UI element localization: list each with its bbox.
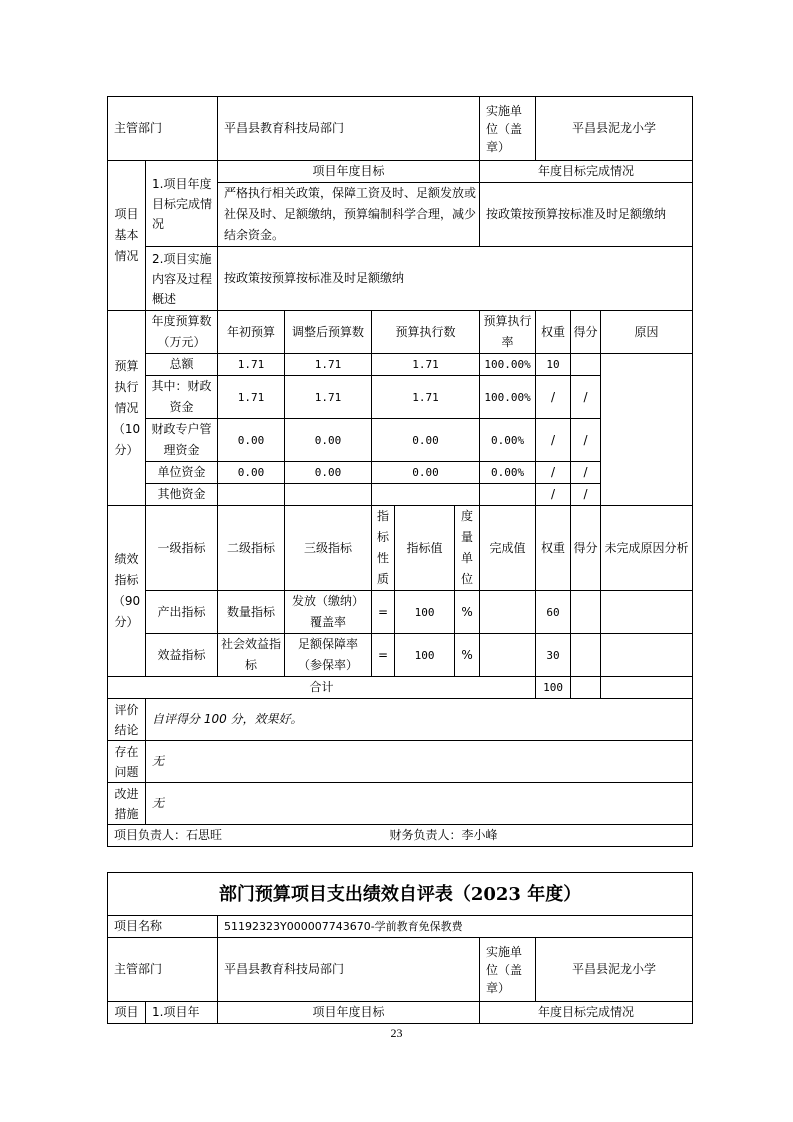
perf-row-weight: 60 [536,591,571,634]
budget-row-executed: 1.71 [372,354,480,376]
budget-reason-cell [601,354,693,506]
perf-header-l2: 二级指标 [218,506,285,591]
perf-row-nature: = [372,591,395,634]
budget-row-name: 总额 [146,354,218,376]
perf-header-nature: 指标性质 [372,506,395,591]
budget-row-executed: 1.71 [372,376,480,419]
perf-row-l1: 效益指标 [146,634,218,677]
perf-header-l3: 三级指标 [285,506,372,591]
budget-row-score [571,354,601,376]
budget-row-adjusted: 1.71 [285,354,372,376]
basic-info-label: 项目基本情况 [108,161,146,311]
perf-header-value: 指标值 [395,506,455,591]
perf-header-weight: 权重 [536,506,571,591]
perf-row-score [571,591,601,634]
project-name-label: 项目名称 [108,916,218,938]
fix-label: 改进措施 [108,783,146,825]
budget-row-name: 财政专户管理资金 [146,419,218,462]
perf-header-unit: 度量单位 [455,506,480,591]
perf-row-value: 100 [395,634,455,677]
budget-row-adjusted [285,484,372,506]
perf-row-unit: % [455,591,480,634]
perf-row-l3: 足额保障率（参保率） [285,634,372,677]
impl-unit-label: 实施单位（盖章） [480,938,536,1002]
perf-row [108,591,693,634]
dept-label: 主管部门 [108,97,218,161]
perf-row [108,634,693,677]
perf-section-label: 绩效指标（90分） [108,506,146,677]
total-label: 合计 [108,677,536,699]
perf-row-done [480,591,536,634]
budget-row-executed: 0.00 [372,419,480,462]
budget-row-initial: 1.71 [218,354,285,376]
eval-text: 自评得分 100 分，效果好。 [146,699,693,741]
perf-header-score: 得分 [571,506,601,591]
budget-row-executed: 0.00 [372,462,480,484]
goal-header: 项目年度目标 [218,161,480,183]
budget-row-score: / [571,376,601,419]
goal-text: 严格执行相关政策，保障工资及时、足额发放或社保及时、足额缴纳，预算编制科学合理，减少结余资金。 [218,183,480,247]
perf-row-reason [601,634,693,677]
impl-unit-value: 平昌县泥龙小学 [536,938,693,1002]
budget-row-weight: 10 [536,354,571,376]
perf-row-reason [601,591,693,634]
project-owner: 项目负责人：石思旺 [108,825,372,847]
budget-row-adjusted: 0.00 [285,462,372,484]
perf-row-l1: 产出指标 [146,591,218,634]
budget-row-adjusted: 1.71 [285,376,372,419]
perf-row-value: 100 [395,591,455,634]
dept-value: 平昌县教育科技局部门 [218,97,480,161]
budget-header-rate: 预算执行率 [480,311,536,354]
perf-row-done [480,634,536,677]
budget-section-label: 预算执行情况（10分） [108,311,146,506]
budget-header-adjusted: 调整后预算数 [285,311,372,354]
goal-done-header: 年度目标完成情况 [480,1002,693,1024]
budget-row-rate [480,484,536,506]
total-score [571,677,601,699]
self-evaluation-table-continued [107,96,693,847]
perf-row-weight: 30 [536,634,571,677]
budget-row [108,354,693,376]
budget-row-score: / [571,419,601,462]
perf-row-l2: 社会效益指标 [218,634,285,677]
impl-unit-value: 平昌县泥龙小学 [536,97,693,161]
budget-header-score: 得分 [571,311,601,354]
goal-done-text: 按政策按预算按标准及时足额缴纳 [480,183,693,247]
eval-label: 评价结论 [108,699,146,741]
perf-header-l1: 一级指标 [146,506,218,591]
dept-label: 主管部门 [108,938,218,1002]
budget-header-initial: 年初预算 [218,311,285,354]
budget-row-weight: / [536,462,571,484]
budget-row-rate: 0.00% [480,419,536,462]
budget-row-rate: 100.00% [480,354,536,376]
perf-row-score [571,634,601,677]
budget-row-weight: / [536,419,571,462]
perf-row-unit: % [455,634,480,677]
goal-header: 项目年度目标 [218,1002,480,1024]
impl-unit-label: 实施单位（盖章） [480,97,536,161]
perf-header-done: 完成值 [480,506,536,591]
project-name-value: 51192323Y000007743670-学前教育免保教费 [218,916,693,938]
issue-text: 无 [146,741,693,783]
impl-text: 按政策按预算按标准及时足额缴纳 [218,247,693,311]
budget-row-initial [218,484,285,506]
perf-row-nature: = [372,634,395,677]
budget-row-rate: 0.00% [480,462,536,484]
budget-row-rate: 100.00% [480,376,536,419]
total-reason [601,677,693,699]
basic-info-label: 项目 [108,1002,146,1024]
budget-header-weight: 权重 [536,311,571,354]
budget-row-initial: 0.00 [218,462,285,484]
impl-label: 2.项目实施内容及过程概述 [146,247,218,311]
self-evaluation-table-2023 [107,872,693,1024]
budget-row-name: 其中：财政资金 [146,376,218,419]
total-weight: 100 [536,677,571,699]
budget-row-adjusted: 0.00 [285,419,372,462]
fix-text: 无 [146,783,693,825]
perf-row-l2: 数量指标 [218,591,285,634]
budget-header-reason: 原因 [601,311,693,354]
dept-value: 平昌县教育科技局部门 [218,938,480,1002]
budget-row-initial: 0.00 [218,419,285,462]
budget-row-initial: 1.71 [218,376,285,419]
budget-row-score: / [571,462,601,484]
budget-row-score: / [571,484,601,506]
issue-label: 存在问题 [108,741,146,783]
perf-row-l3: 发放（缴纳）覆盖率 [285,591,372,634]
budget-row-executed [372,484,480,506]
goal-label: 1.项目年度目标完成情况 [146,161,218,247]
budget-row-name: 单位资金 [146,462,218,484]
perf-header-reason: 未完成原因分析 [601,506,693,591]
budget-header-executed: 预算执行数 [372,311,480,354]
budget-row-weight: / [536,484,571,506]
finance-owner: 财务负责人：李小峰 [372,825,693,847]
goal-label: 1.项目年 [146,1002,218,1024]
budget-header-item: 年度预算数（万元） [146,311,218,354]
form-title: 部门预算项目支出绩效自评表（2023 年度） [108,873,693,916]
page-number: 23 [390,1026,403,1040]
budget-row-name: 其他资金 [146,484,218,506]
budget-row-weight: / [536,376,571,419]
goal-done-header: 年度目标完成情况 [480,161,693,183]
